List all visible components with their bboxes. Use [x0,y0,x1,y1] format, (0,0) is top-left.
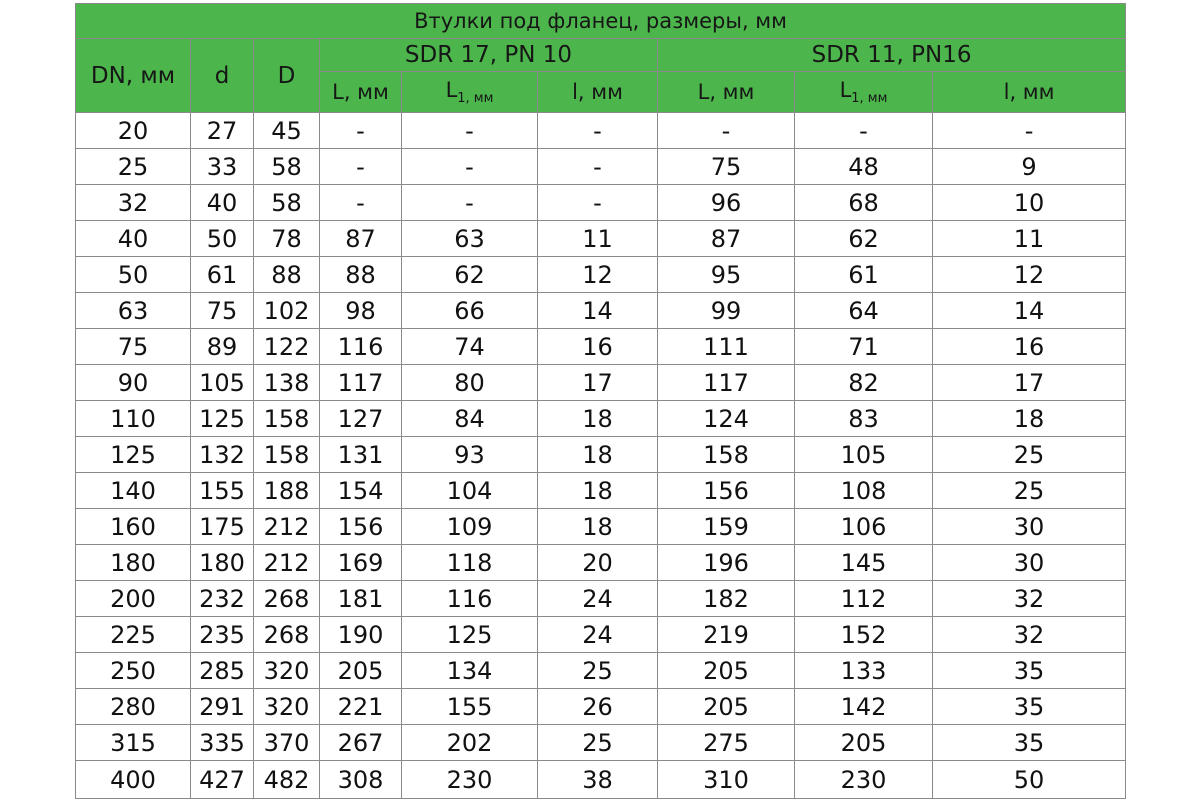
table-row [76,401,1126,437]
cell-l-sdr11: 25 [933,437,1126,473]
cell-d: 89 [191,329,254,365]
cell-L1-sdr11: 145 [795,545,933,581]
cell-L-sdr17: 181 [320,581,402,617]
cell-L1-sdr11: 82 [795,365,933,401]
cell-dn: 250 [76,653,191,689]
cell-l-sdr11: 30 [933,545,1126,581]
cell-l-sdr11: 11 [933,221,1126,257]
cell-L1-sdr17: 155 [402,689,538,725]
cell-L1-sdr11: 106 [795,509,933,545]
cell-L-sdr17: - [320,185,402,221]
cell-l-sdr17: 11 [538,221,658,257]
cell-D: 268 [254,617,320,653]
cell-L-sdr11: 99 [658,293,795,329]
table-row [76,329,1126,365]
cell-L1-sdr17: 109 [402,509,538,545]
table-row [76,113,1126,149]
cell-l-sdr11: 32 [933,617,1126,653]
cell-dn: 63 [76,293,191,329]
cell-L-sdr11: 310 [658,761,795,799]
cell-l-sdr11: 30 [933,509,1126,545]
cell-l-sdr11: 17 [933,365,1126,401]
cell-d: 27 [191,113,254,149]
group-header-sdr11: SDR 11, PN16 [658,39,1126,72]
cell-L-sdr11: 275 [658,725,795,761]
cell-L1-sdr17: 84 [402,401,538,437]
cell-D: 138 [254,365,320,401]
cell-L-sdr11: 75 [658,149,795,185]
column-header-L1-sdr11 [795,72,933,113]
cell-dn: 110 [76,401,191,437]
cell-l-sdr17: 16 [538,329,658,365]
cell-D: 320 [254,653,320,689]
cell-d: 285 [191,653,254,689]
cell-L-sdr17: - [320,113,402,149]
column-header-L1-sdr11-main: L [839,77,852,102]
flange-adapter-size-table [75,3,1125,799]
cell-L1-sdr11: - [795,113,933,149]
cell-L-sdr11: 182 [658,581,795,617]
cell-d: 132 [191,437,254,473]
table-row [76,293,1126,329]
table-row [76,257,1126,293]
table-row [76,185,1126,221]
cell-L1-sdr17: 125 [402,617,538,653]
cell-l-sdr17: 25 [538,653,658,689]
table-row [76,689,1126,725]
table-row [76,509,1126,545]
cell-D: 45 [254,113,320,149]
cell-dn: 20 [76,113,191,149]
cell-d: 232 [191,581,254,617]
group-header-sdr17: SDR 17, PN 10 [320,39,658,72]
cell-L1-sdr17: - [402,149,538,185]
cell-dn: 200 [76,581,191,617]
cell-L-sdr17: 98 [320,293,402,329]
cell-L-sdr11: 205 [658,689,795,725]
cell-L-sdr11: 156 [658,473,795,509]
cell-L1-sdr17: 66 [402,293,538,329]
cell-D: 78 [254,221,320,257]
cell-L1-sdr11: 205 [795,725,933,761]
cell-dn: 40 [76,221,191,257]
cell-d: 291 [191,689,254,725]
cell-L-sdr11: 96 [658,185,795,221]
table-header [76,4,1126,113]
cell-D: 188 [254,473,320,509]
cell-D: 102 [254,293,320,329]
column-header-L1-sdr17 [402,72,538,113]
cell-L-sdr17: 267 [320,725,402,761]
table-row [76,473,1126,509]
cell-l-sdr11: 9 [933,149,1126,185]
cell-L1-sdr11: 230 [795,761,933,799]
cell-L-sdr11: 196 [658,545,795,581]
column-header-dn: DN, мм [76,39,191,113]
cell-l-sdr11: 32 [933,581,1126,617]
cell-l-sdr11: 10 [933,185,1126,221]
cell-L1-sdr17: 80 [402,365,538,401]
cell-L1-sdr11: 105 [795,437,933,473]
cell-l-sdr17: 25 [538,725,658,761]
table-title: Втулки под фланец, размеры, мм [76,4,1126,39]
cell-l-sdr17: 17 [538,365,658,401]
table-row [76,761,1126,799]
cell-L1-sdr11: 142 [795,689,933,725]
cell-l-sdr17: - [538,185,658,221]
column-header-D: D [254,39,320,113]
cell-L-sdr11: 111 [658,329,795,365]
cell-L-sdr11: 95 [658,257,795,293]
cell-L1-sdr11: 112 [795,581,933,617]
column-header-l-sdr11: l, мм [933,72,1126,113]
cell-l-sdr11: 12 [933,257,1126,293]
cell-l-sdr17: 18 [538,509,658,545]
cell-dn: 180 [76,545,191,581]
column-header-l-sdr17: l, мм [538,72,658,113]
cell-l-sdr11: 35 [933,725,1126,761]
cell-d: 33 [191,149,254,185]
cell-l-sdr11: 35 [933,653,1126,689]
table-row [76,617,1126,653]
cell-L-sdr11: - [658,113,795,149]
cell-D: 320 [254,689,320,725]
cell-d: 61 [191,257,254,293]
cell-l-sdr17: 38 [538,761,658,799]
cell-d: 105 [191,365,254,401]
column-header-L1-sdr17-main: L [445,77,458,102]
cell-L1-sdr11: 108 [795,473,933,509]
cell-D: 158 [254,401,320,437]
cell-L1-sdr11: 71 [795,329,933,365]
cell-dn: 280 [76,689,191,725]
cell-L-sdr11: 205 [658,653,795,689]
cell-L1-sdr11: 48 [795,149,933,185]
cell-d: 75 [191,293,254,329]
cell-D: 58 [254,185,320,221]
cell-L-sdr17: 154 [320,473,402,509]
cell-D: 158 [254,437,320,473]
cell-L-sdr11: 219 [658,617,795,653]
table-row [76,221,1126,257]
cell-L-sdr17: 117 [320,365,402,401]
cell-L-sdr17: 205 [320,653,402,689]
cell-d: 175 [191,509,254,545]
cell-d: 180 [191,545,254,581]
cell-dn: 25 [76,149,191,185]
cell-d: 155 [191,473,254,509]
cell-l-sdr11: 25 [933,473,1126,509]
column-header-d: d [191,39,254,113]
column-header-L-sdr11: L, мм [658,72,795,113]
cell-L-sdr17: 116 [320,329,402,365]
table-row [76,437,1126,473]
cell-l-sdr11: 35 [933,689,1126,725]
cell-L1-sdr11: 152 [795,617,933,653]
cell-L-sdr17: 127 [320,401,402,437]
table-row [76,365,1126,401]
cell-l-sdr17: 18 [538,437,658,473]
cell-dn: 125 [76,437,191,473]
cell-L-sdr17: 87 [320,221,402,257]
cell-L-sdr11: 124 [658,401,795,437]
cell-L1-sdr17: 116 [402,581,538,617]
cell-L1-sdr17: 74 [402,329,538,365]
column-header-L-sdr17: L, мм [320,72,402,113]
cell-L-sdr17: 221 [320,689,402,725]
cell-dn: 32 [76,185,191,221]
cell-D: 370 [254,725,320,761]
cell-dn: 315 [76,725,191,761]
cell-L1-sdr17: 62 [402,257,538,293]
cell-l-sdr11: 50 [933,761,1126,799]
cell-d: 335 [191,725,254,761]
cell-L-sdr17: 88 [320,257,402,293]
cell-L1-sdr17: 202 [402,725,538,761]
cell-L-sdr17: 190 [320,617,402,653]
cell-dn: 50 [76,257,191,293]
cell-L1-sdr11: 68 [795,185,933,221]
cell-D: 212 [254,509,320,545]
cell-L1-sdr17: - [402,113,538,149]
cell-dn: 140 [76,473,191,509]
cell-L-sdr17: 169 [320,545,402,581]
table-row [76,725,1126,761]
cell-dn: 75 [76,329,191,365]
cell-l-sdr17: 18 [538,473,658,509]
cell-dn: 225 [76,617,191,653]
cell-l-sdr11: 18 [933,401,1126,437]
table-row [76,149,1126,185]
cell-D: 122 [254,329,320,365]
table-row [76,545,1126,581]
cell-L1-sdr11: 64 [795,293,933,329]
cell-l-sdr17: 18 [538,401,658,437]
cell-L1-sdr17: 63 [402,221,538,257]
cell-L-sdr11: 87 [658,221,795,257]
cell-D: 212 [254,545,320,581]
cell-dn: 400 [76,761,191,799]
cell-L-sdr11: 158 [658,437,795,473]
cell-d: 125 [191,401,254,437]
cell-l-sdr17: 26 [538,689,658,725]
cell-l-sdr17: 24 [538,581,658,617]
cell-d: 50 [191,221,254,257]
cell-L1-sdr11: 83 [795,401,933,437]
cell-L-sdr11: 117 [658,365,795,401]
cell-l-sdr11: - [933,113,1126,149]
cell-l-sdr17: - [538,113,658,149]
cell-l-sdr17: 20 [538,545,658,581]
cell-L1-sdr17: 118 [402,545,538,581]
cell-L1-sdr11: 133 [795,653,933,689]
cell-dn: 90 [76,365,191,401]
table-body [76,113,1126,799]
cell-l-sdr17: 12 [538,257,658,293]
cell-D: 88 [254,257,320,293]
table-row [76,581,1126,617]
cell-L-sdr17: - [320,149,402,185]
cell-l-sdr17: 14 [538,293,658,329]
cell-L1-sdr17: 230 [402,761,538,799]
cell-d: 427 [191,761,254,799]
cell-l-sdr11: 16 [933,329,1126,365]
cell-L1-sdr17: 134 [402,653,538,689]
cell-d: 40 [191,185,254,221]
cell-D: 58 [254,149,320,185]
dimensions-table [75,3,1126,799]
cell-l-sdr17: 24 [538,617,658,653]
cell-L1-sdr17: 93 [402,437,538,473]
cell-L1-sdr11: 62 [795,221,933,257]
cell-D: 268 [254,581,320,617]
cell-L1-sdr17: - [402,185,538,221]
table-row [76,653,1126,689]
cell-D: 482 [254,761,320,799]
column-header-L1-sdr11-sub: 1, мм [851,91,888,107]
cell-d: 235 [191,617,254,653]
cell-dn: 160 [76,509,191,545]
cell-L-sdr17: 131 [320,437,402,473]
cell-l-sdr11: 14 [933,293,1126,329]
cell-l-sdr17: - [538,149,658,185]
cell-L-sdr11: 159 [658,509,795,545]
cell-L1-sdr17: 104 [402,473,538,509]
column-header-L1-sdr17-sub: 1, мм [457,91,494,107]
cell-L-sdr17: 308 [320,761,402,799]
cell-L1-sdr11: 61 [795,257,933,293]
cell-L-sdr17: 156 [320,509,402,545]
